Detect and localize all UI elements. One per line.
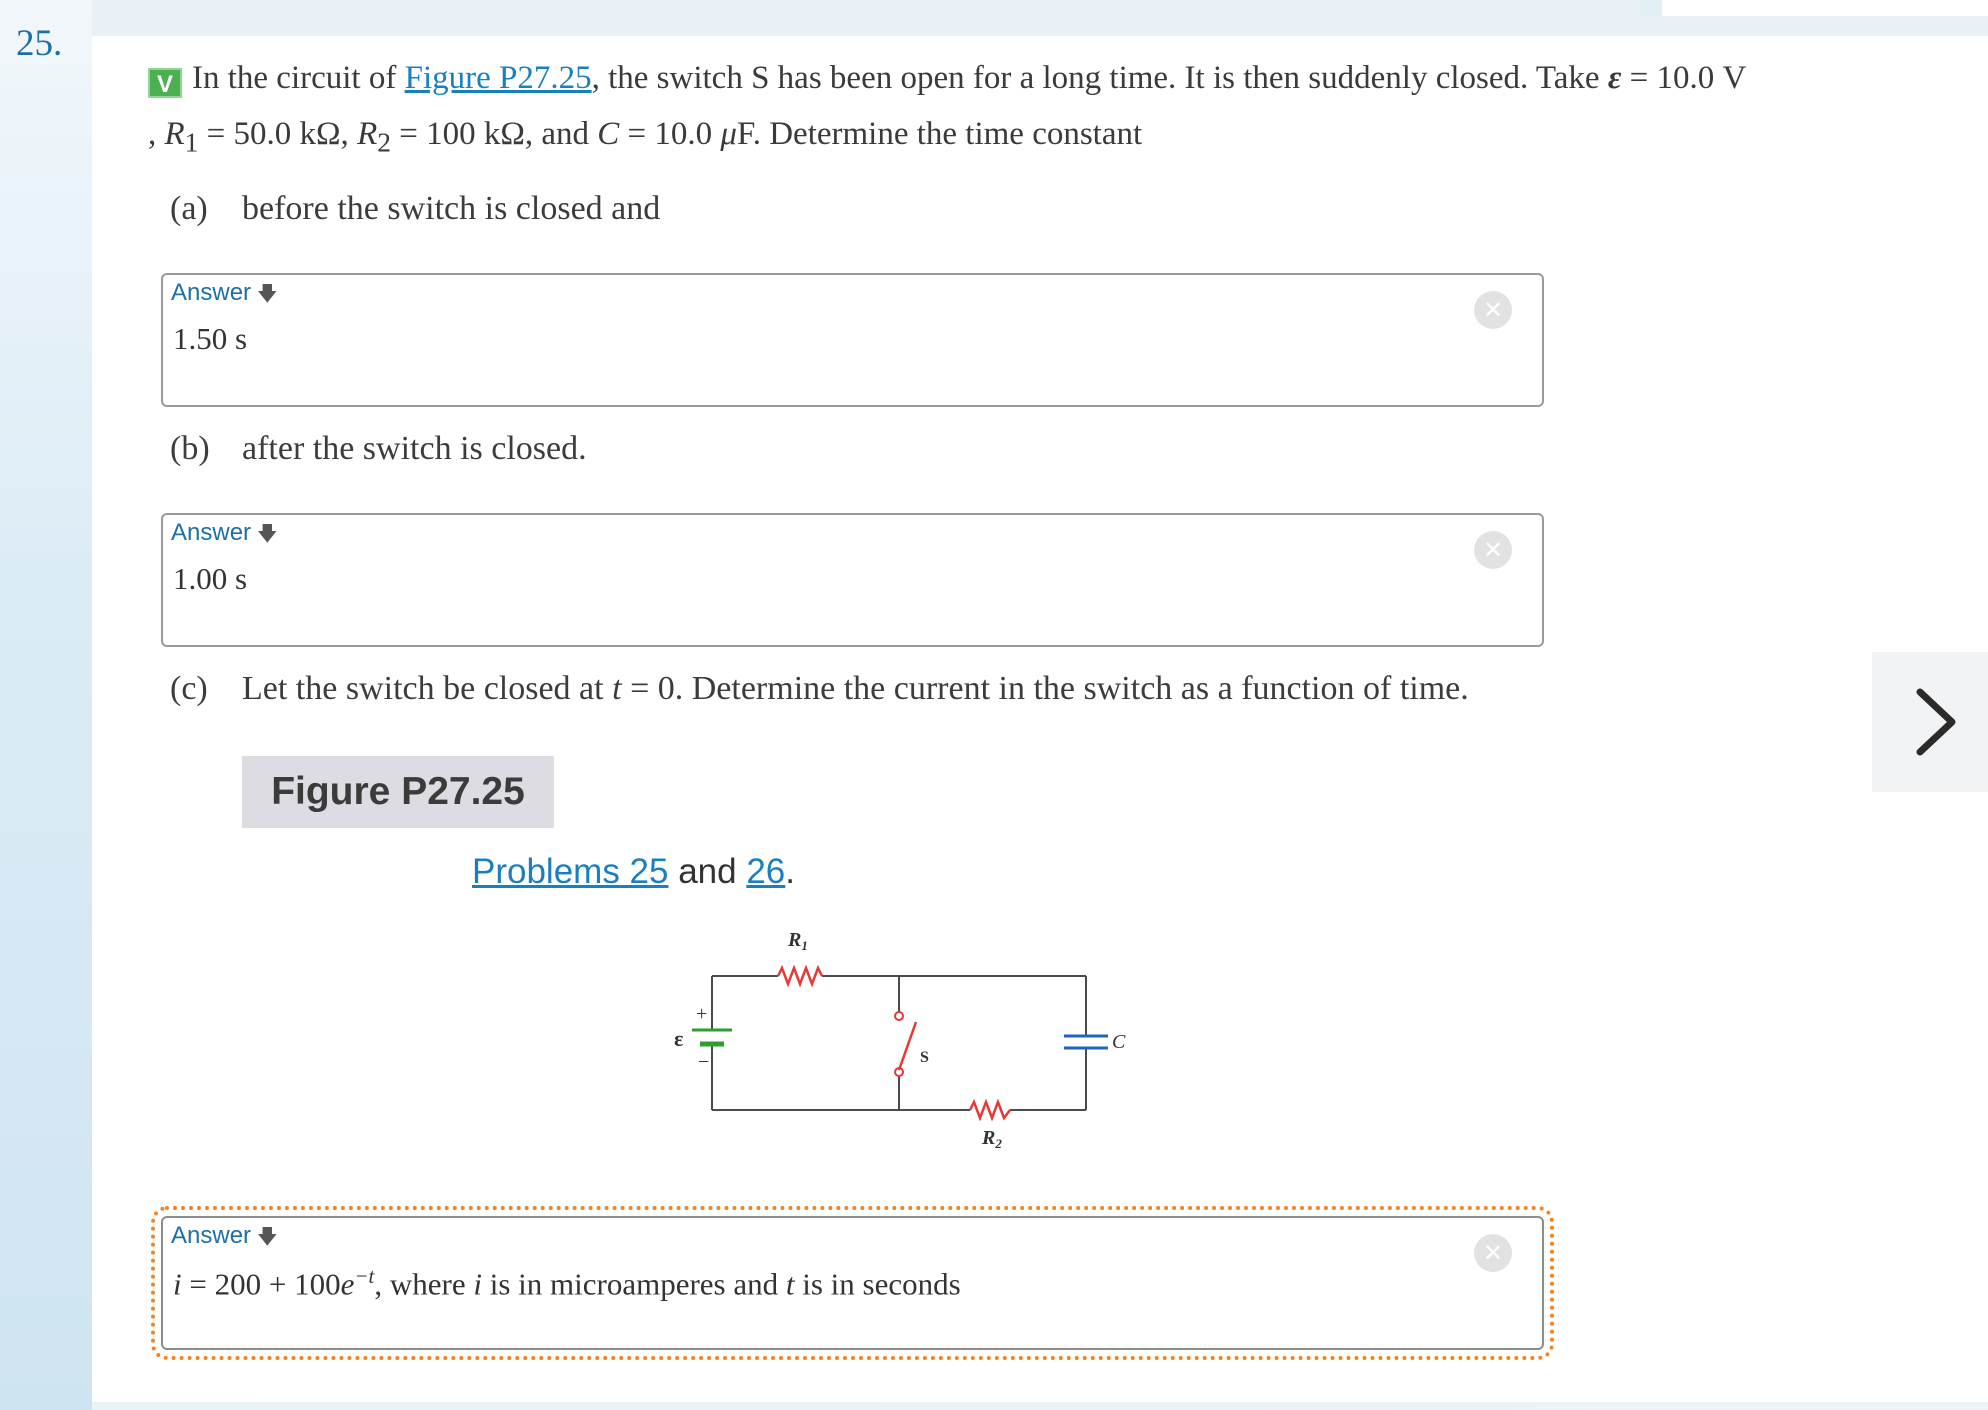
x-circle-icon[interactable]: ✕ bbox=[1474, 291, 1512, 329]
part-c-text-2: = 0. Determine the current in the switch as a function of time. bbox=[621, 670, 1469, 707]
part-c-text-1: Let the switch be closed at bbox=[242, 670, 613, 707]
r2-value: = 100 kΩ, and bbox=[390, 116, 598, 152]
c-unit-rest: F. Determine the time constant bbox=[737, 116, 1143, 152]
part-c-label: (c) bbox=[170, 670, 208, 707]
arrow-down-icon: 🡇 bbox=[257, 1226, 278, 1248]
arrow-down-icon: 🡇 bbox=[257, 523, 278, 545]
battery-minus-label: − bbox=[698, 1051, 710, 1073]
ans-end: is in seconds bbox=[794, 1266, 961, 1302]
capacitor-label: C bbox=[1112, 1031, 1126, 1053]
line2-prefix: , bbox=[148, 116, 165, 152]
emf-label: ε bbox=[674, 1026, 684, 1051]
t-symbol: t bbox=[612, 670, 622, 707]
answer-box-c[interactable] bbox=[161, 1216, 1544, 1350]
part-c-prompt bbox=[170, 670, 1469, 708]
answer-value-b: 1.00 s bbox=[173, 561, 248, 596]
ans-mid: , where bbox=[374, 1266, 474, 1302]
answer-box-b[interactable] bbox=[161, 513, 1544, 647]
circuit-wires bbox=[712, 976, 1086, 1110]
x-circle-icon[interactable]: ✕ bbox=[1474, 1234, 1512, 1272]
battery-plus-label: + bbox=[696, 1003, 708, 1025]
switch-label: S bbox=[920, 1049, 929, 1066]
circuit-diagram bbox=[630, 920, 1150, 1160]
r1-symbol: R bbox=[164, 116, 185, 152]
question-number: 25. bbox=[16, 23, 63, 64]
part-a-label: (a) bbox=[170, 190, 208, 227]
part-b-prompt bbox=[170, 430, 587, 468]
top-right-panel bbox=[1640, 0, 1988, 16]
emf-symbol: ε bbox=[1607, 60, 1622, 96]
answer-toggle-c[interactable] bbox=[171, 1222, 278, 1256]
answer-toggle-a[interactable] bbox=[171, 279, 278, 313]
r2-sub: 2 bbox=[377, 126, 391, 158]
r2-label: $R_2$ bbox=[982, 1127, 1002, 1151]
caption-end: . bbox=[785, 852, 796, 891]
r1-value: = 50.0 kΩ, bbox=[198, 116, 358, 152]
part-b-text: after the switch is closed. bbox=[242, 430, 587, 467]
x-circle-icon[interactable]: ✕ bbox=[1474, 531, 1512, 569]
ans-e: e bbox=[340, 1266, 355, 1302]
mu-symbol: μ bbox=[720, 116, 737, 152]
r1-resistor bbox=[778, 968, 822, 984]
answer-label-b: Answer bbox=[171, 519, 252, 546]
switch-blade bbox=[899, 1022, 916, 1070]
answer-value-c bbox=[173, 1264, 961, 1302]
r1-sub: 1 bbox=[184, 126, 199, 158]
part-b-label: (b) bbox=[170, 430, 210, 467]
answer-box-a[interactable] bbox=[161, 273, 1544, 407]
answer-label-c: Answer bbox=[171, 1222, 252, 1249]
question-prompt bbox=[148, 50, 1928, 171]
c-value: = 10.0 bbox=[619, 116, 721, 152]
part-a-text: before the switch is closed and bbox=[242, 190, 661, 227]
ans-i2: i bbox=[473, 1266, 482, 1302]
ans-t: t bbox=[785, 1266, 795, 1302]
r1-label: $R_1$ bbox=[788, 929, 808, 953]
figure-caption bbox=[472, 852, 795, 892]
ans-i: i bbox=[173, 1266, 182, 1302]
figure-link[interactable]: Figure P27.25 bbox=[404, 60, 592, 96]
switch-contact-top bbox=[895, 1012, 903, 1020]
caption-and: and bbox=[668, 852, 747, 891]
answer-label-a: Answer bbox=[171, 279, 252, 306]
prompt-text-1: In the circuit of bbox=[192, 60, 405, 96]
answer-toggle-b[interactable] bbox=[171, 519, 278, 553]
chevron-right-icon bbox=[1872, 652, 1988, 792]
next-question-button[interactable] bbox=[1872, 652, 1988, 792]
video-badge-icon[interactable]: V bbox=[148, 68, 182, 98]
figure-title: Figure P27.25 bbox=[242, 756, 554, 828]
emf-value: = 10.0 V bbox=[1621, 60, 1747, 96]
ans-mid2: is in microamperes and bbox=[481, 1266, 786, 1302]
answer-value-a: 1.50 s bbox=[173, 321, 248, 356]
question-card bbox=[92, 36, 1988, 1402]
problem-26-link[interactable]: 26 bbox=[746, 852, 786, 891]
r2-resistor bbox=[970, 1102, 1010, 1118]
ans-exp: −t bbox=[354, 1264, 375, 1288]
ans-eq: = 200 + 100 bbox=[181, 1266, 341, 1302]
part-a-prompt bbox=[170, 190, 660, 228]
prompt-text-2: , the switch S has been open for a long time. It is then suddenly closed. Take bbox=[591, 60, 1608, 96]
arrow-down-icon: 🡇 bbox=[257, 283, 278, 305]
r2-symbol: R bbox=[357, 116, 378, 152]
left-sidebar-strip bbox=[0, 0, 92, 1410]
problem-25-link[interactable]: Problems 25 bbox=[472, 852, 669, 891]
c-symbol: C bbox=[597, 116, 620, 152]
